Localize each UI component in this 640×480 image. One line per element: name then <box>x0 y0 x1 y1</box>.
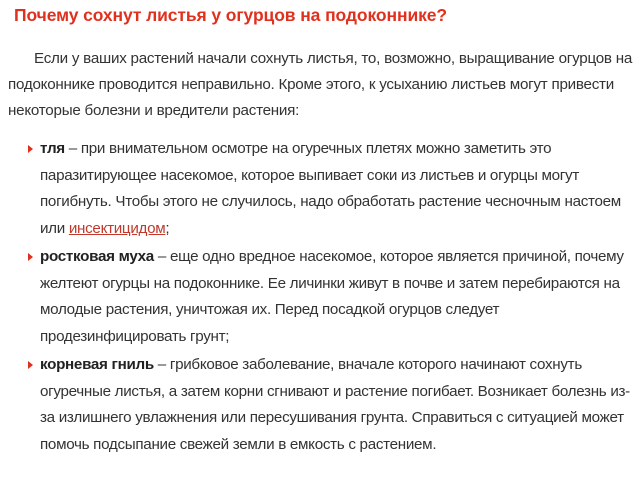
item-text: – грибковое заболевание, вначале которого начинают сохнуть огуречные листья, а затем корни сгнивают и растение погибает. Возникает болезнь из-за излишнего увлажнения или пересушивания грунта. Справиться с ситуацией может помочь подсыпание свежей земли в емкость с растением. <box>40 356 630 453</box>
bullet-arrow-icon <box>28 253 33 261</box>
item-term: тля <box>40 140 65 157</box>
bullet-arrow-icon <box>28 361 33 369</box>
article-title: Почему сохнут листья у огурцов на подоконнике? <box>14 5 448 25</box>
list-item-sprout-fly <box>0 244 640 350</box>
item-text: – при внимательном осмотре на огуречных плетях можно заметить это паразитирующее насекомое, которое выпивает соки из листьев и огурцы могут погибнуть. Чтобы этого не случилось, надо обработать растение чесночным настоем или <box>40 140 621 237</box>
item-tail: ; <box>165 219 170 237</box>
item-term: ростковая муха <box>40 248 154 265</box>
item-text: – еще одно вредное насекомое, которое является причиной, почему желтеют огурцы на подоконнике. Ее личинки живут в почве и затем перебираются на молодые растения, уничтожая их. Перед посадкой огурцов следует продезинфицировать грунт; <box>40 248 624 345</box>
intro-paragraph: Если у ваших растений начали сохнуть листья, то, возможно, выращивание огурцов на подоконнике проводится неправильно. Кроме этого, к усыханию листьев могут привести некоторые болезни и вредители растения: <box>8 50 633 119</box>
insecticide-link[interactable]: инсектицидом <box>68 219 166 237</box>
item-term: корневая гниль <box>40 356 154 373</box>
list-item-root-rot <box>0 352 640 458</box>
causes-list <box>0 136 640 460</box>
list-item-aphid <box>0 136 640 242</box>
bullet-arrow-icon <box>28 145 33 153</box>
